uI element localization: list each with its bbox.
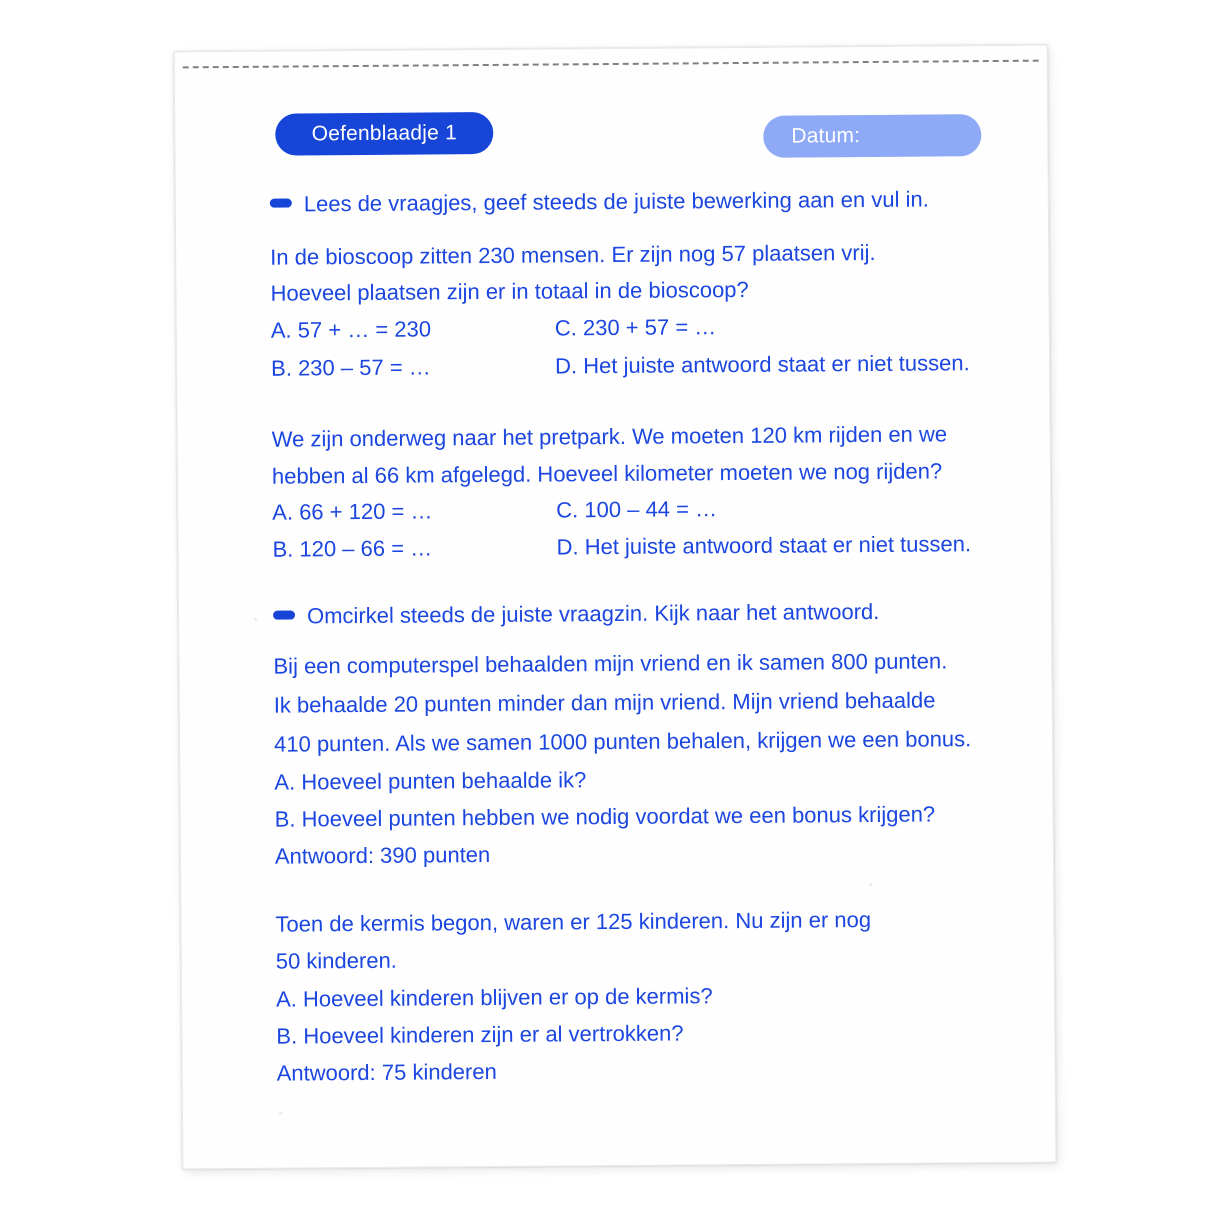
dash-bullet-icon bbox=[273, 611, 295, 620]
worksheet-sheet bbox=[174, 45, 1057, 1170]
exercise-2-option-d[interactable]: D. Het juiste antwoord staat er niet tussen. bbox=[556, 531, 972, 560]
exercise-2-prompt-line-2: hebben al 66 km afgelegd. Hoeveel kilometer moeten we nog rijden? bbox=[271, 458, 943, 489]
exercise-1-option-a[interactable]: A. 57 + … = 230 bbox=[270, 316, 432, 343]
paper-speck bbox=[869, 883, 872, 886]
instruction-first-text: Lees de vraagjes, geef steeds de juiste bewerking aan en vul in. bbox=[303, 186, 929, 217]
worksheet-title-text: Oefenblaadje 1 bbox=[311, 121, 457, 146]
exercise-3-prompt-line-2: Ik behaalde 20 punten minder dan mijn vriend. Mijn vriend behaalde bbox=[273, 687, 936, 718]
exercise-1-option-d[interactable]: D. Het juiste antwoord staat er niet tussen. bbox=[555, 350, 970, 379]
exercise-1-prompt-line-1: In de bioscoop zitten 230 mensen. Er zijn nog 57 plaatsen vrij. bbox=[270, 239, 876, 270]
exercise-4-prompt-line-2: 50 kinderen. bbox=[275, 947, 397, 974]
exercise-3-answer: Antwoord: 390 punten bbox=[274, 841, 491, 869]
date-field-badge[interactable] bbox=[763, 114, 981, 158]
exercise-3-prompt-line-3: 410 punten. Als we samen 1000 punten behalen, krijgen we een bonus. bbox=[273, 726, 972, 757]
exercise-1-prompt-line-2: Hoeveel plaatsen zijn er in totaal in de bioscoop? bbox=[270, 276, 749, 306]
instruction-first bbox=[270, 187, 929, 218]
exercise-2-option-a[interactable]: A. 66 + 120 = … bbox=[272, 498, 433, 525]
instruction-second bbox=[273, 599, 879, 630]
worksheet-content bbox=[175, 46, 1056, 1169]
paper-speck bbox=[254, 618, 257, 621]
date-label: Datum: bbox=[791, 124, 861, 148]
instruction-second-text: Omcirkel steeds de juiste vraagzin. Kijk naar het antwoord. bbox=[306, 598, 880, 629]
exercise-2-option-b[interactable]: B. 120 – 66 = … bbox=[272, 535, 433, 562]
exercise-1-option-b[interactable]: B. 230 – 57 = … bbox=[271, 354, 431, 381]
paper-speck bbox=[279, 1112, 282, 1115]
exercise-4-answer: Antwoord: 75 kinderen bbox=[276, 1058, 497, 1086]
exercise-2-option-c[interactable]: C. 100 – 44 = … bbox=[556, 496, 718, 523]
exercise-1-option-c[interactable]: C. 230 + 57 = … bbox=[554, 314, 717, 341]
exercise-4-question-b[interactable]: B. Hoeveel kinderen zijn er al vertrokken? bbox=[276, 1020, 684, 1049]
exercise-3-prompt-line-1: Bij een computerspel behaalden mijn vriend en ik samen 800 punten. bbox=[273, 648, 948, 679]
exercise-4-prompt-line-1: Toen de kermis begon, waren er 125 kinderen. Nu zijn er nog bbox=[275, 906, 872, 937]
exercise-3-question-a[interactable]: A. Hoeveel punten behaalde ik? bbox=[274, 767, 587, 795]
exercise-4-question-a[interactable]: A. Hoeveel kinderen blijven er op de kermis? bbox=[275, 983, 713, 1012]
dash-bullet-icon bbox=[270, 199, 292, 208]
worksheet-title-badge bbox=[275, 112, 493, 156]
exercise-2-prompt-line-1: We zijn onderweg naar het pretpark. We moeten 120 km rijden en we bbox=[271, 421, 948, 452]
exercise-3-question-b[interactable]: B. Hoeveel punten hebben we nodig voordat we een bonus krijgen? bbox=[274, 801, 936, 832]
